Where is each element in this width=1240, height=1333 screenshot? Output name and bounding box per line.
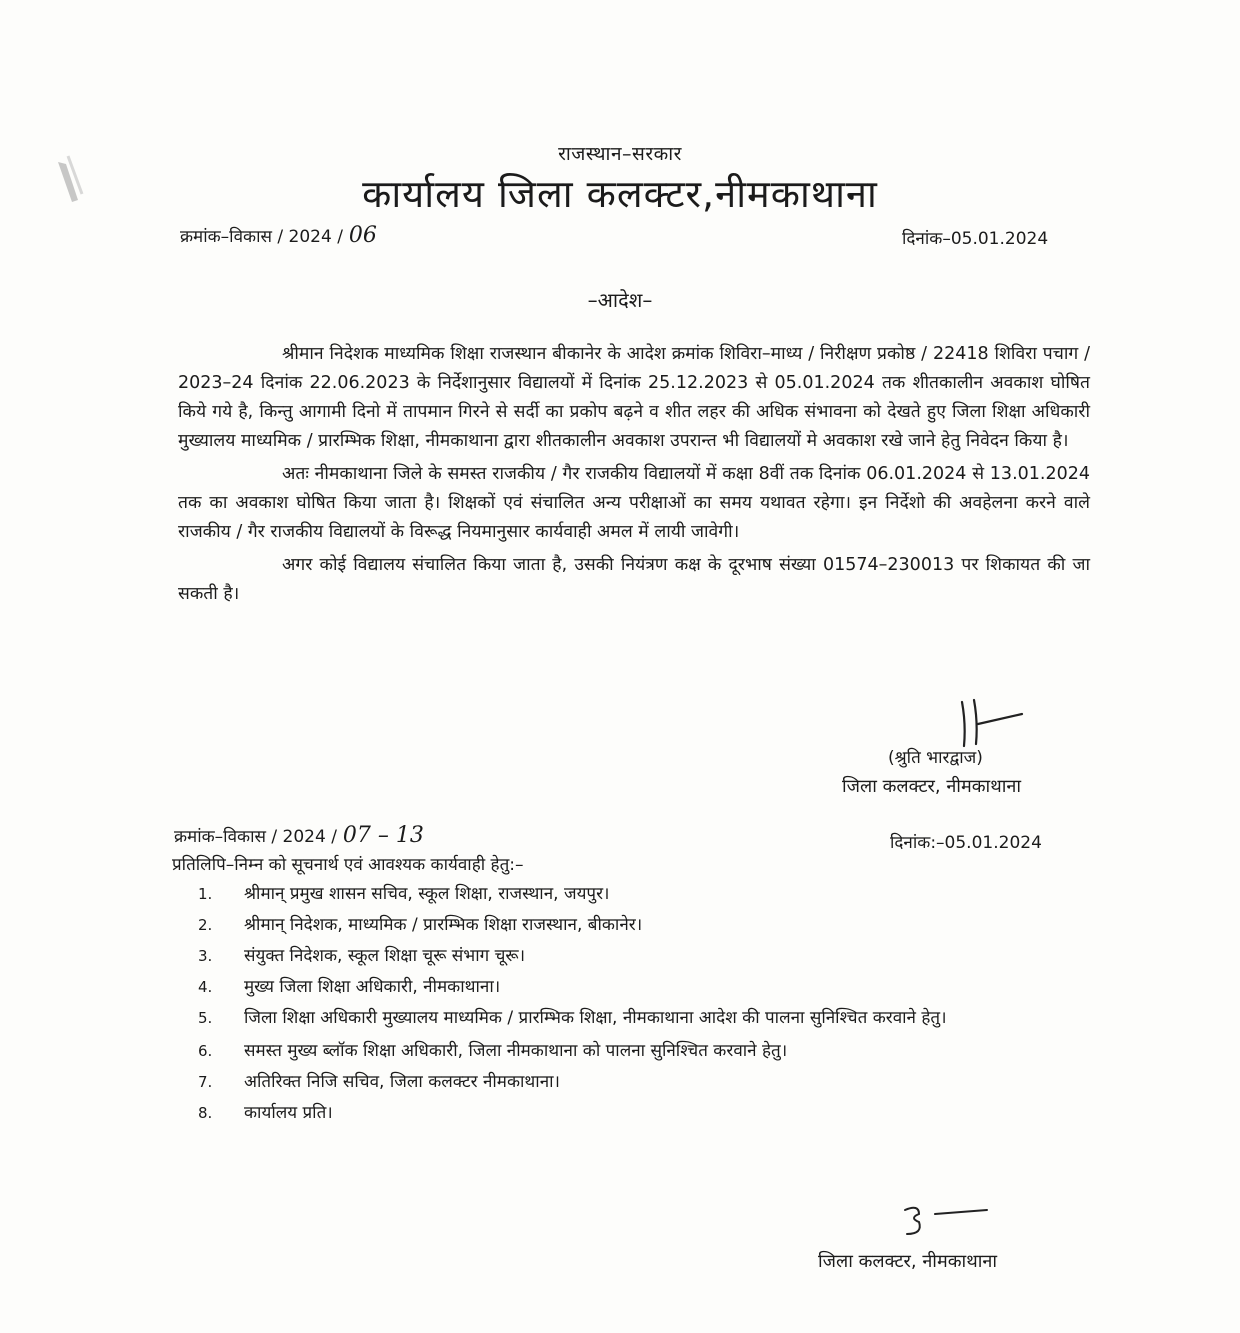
list-item-text: अतिरिक्त निजि सचिव, जिला कलक्टर नीमकाथाना। [244,1072,560,1092]
government-heading: राजस्थान–सरकार [558,143,682,165]
order-paragraph-1: श्रीमान निदेशक माध्यमिक शिक्षा राजस्थान बीकानेर के आदेश क्रमांक शिविरा–माध्य / निरीक्षण प्रकोष्ठ / 22418 शिविरा पचाग / 2023–24 दिनांक 22.06.2023 के निर्देशानुसार विद्यालयों में दिनांक 25.12.2023 से 05.01.2024 तक शीतकालीन अवकाश घोषित किये गये है, किन्तु आगामी दिनो में तापमान गिरने से सर्दी का प्रकोप बढ़ने व शीत लहर की अधिक संभावना को देखते हुए जिला शिक्षा अधिकारी मुख्यालय माध्यमिक / प्रारम्भिक शिक्षा, नीमकाथाना द्वारा शीतकालीन अवकाश उपरान्त भी विद्यालयों मे अवकाश रखे जाने हेतु निवेदन किया है। [178,344,1090,451]
list-item-number: 3. [198,947,213,965]
recipient-list [198,880,1038,1130]
order-reference-handwritten: 06 [348,223,377,248]
order-paragraph-3: अगर कोई विद्यालय संचालित किया जाता है, उसकी नियंत्रण कक्ष के दूरभाष संख्या 01574–230013 पर शिकायत की जा सकती है। [178,555,1090,604]
list-item [198,1099,1038,1128]
list-item [198,1004,1038,1033]
list-item [198,911,1038,940]
list-item-number: 2. [198,916,213,934]
list-item [198,880,1038,909]
order-heading: –आदेश– [587,288,653,312]
office-title: कार्यालय जिला कलक्टर,नीमकाथाना [362,172,878,216]
order-date: दिनांक–05.01.2024 [902,229,1049,249]
collector-signature [948,698,1028,748]
list-item-number: 1. [198,885,213,903]
list-item-number: 4. [198,978,213,996]
list-item [198,973,1038,1002]
order-reference [180,223,377,248]
list-item-text: श्रीमान् निदेशक, माध्यमिक / प्रारम्भिक शिक्षा राजस्थान, बीकानेर। [244,915,643,935]
list-item-number: 5. [198,1009,213,1027]
list-item-text: श्रीमान् प्रमुख शासन सचिव, स्कूल शिक्षा, राजस्थान, जयपुर। [244,884,610,904]
copy-reference [174,823,424,848]
order-body [178,340,1090,609]
collector-initials [895,1200,995,1240]
list-item [198,1068,1038,1097]
list-item-text: कार्यालय प्रति। [244,1103,333,1123]
list-item-text: मुख्य जिला शिक्षा अधिकारी, नीमकाथाना। [244,977,501,997]
copy-reference-handwritten: 07 – 13 [342,823,424,848]
copy-reference-printed: क्रमांक–विकास / 2024 / [174,827,337,847]
list-item-text: समस्त मुख्य ब्लॉक शिक्षा अधिकारी, जिला नीमकाथाना को पालना सुनिश्चित करवाने हेतु। [244,1041,788,1061]
list-item [198,1037,1038,1066]
signatory-name: (श्रुति भारद्वाज) [888,748,983,768]
list-item-text: जिला शिक्षा अधिकारी मुख्यालय माध्यमिक / प्रारम्भिक शिक्षा, नीमकाथाना आदेश की पालना सुनिश्चित करवाने हेतु। [244,1008,947,1028]
list-item [198,942,1038,971]
copy-signatory-title: जिला कलक्टर, नीमकाथाना [818,1251,998,1272]
copy-intro: प्रतिलिपि–निम्न को सूचनार्थ एवं आवश्यक कार्यवाही हेतु:– [172,855,524,875]
list-item-number: 6. [198,1042,213,1060]
signatory-title: जिला कलक्टर, नीमकाथाना [842,776,1022,797]
list-item-text: संयुक्त निदेशक, स्कूल शिक्षा चूरू संभाग चूरू। [244,946,526,966]
list-item-number: 8. [198,1104,213,1122]
order-reference-printed: क्रमांक–विकास / 2024 / [180,227,343,247]
order-paragraph-2: अतः नीमकाथाना जिले के समस्त राजकीय / गैर राजकीय विद्यालयों में कक्षा 8वीं तक दिनांक 06.01.2024 से 13.01.2024 तक का अवकाश घोषित किया जाता है। शिक्षकों एवं संचालित अन्य परीक्षाओं का समय यथावत रहेगा। इन निर्देशो की अवहेलना करने वाले राजकीय / गैर राजकीय विद्यालयों के विरूद्ध नियमानुसार कार्यवाही अमल में लायी जावेगी। [178,464,1090,542]
copy-date: दिनांक:–05.01.2024 [890,833,1042,853]
list-item-number: 7. [198,1073,213,1091]
